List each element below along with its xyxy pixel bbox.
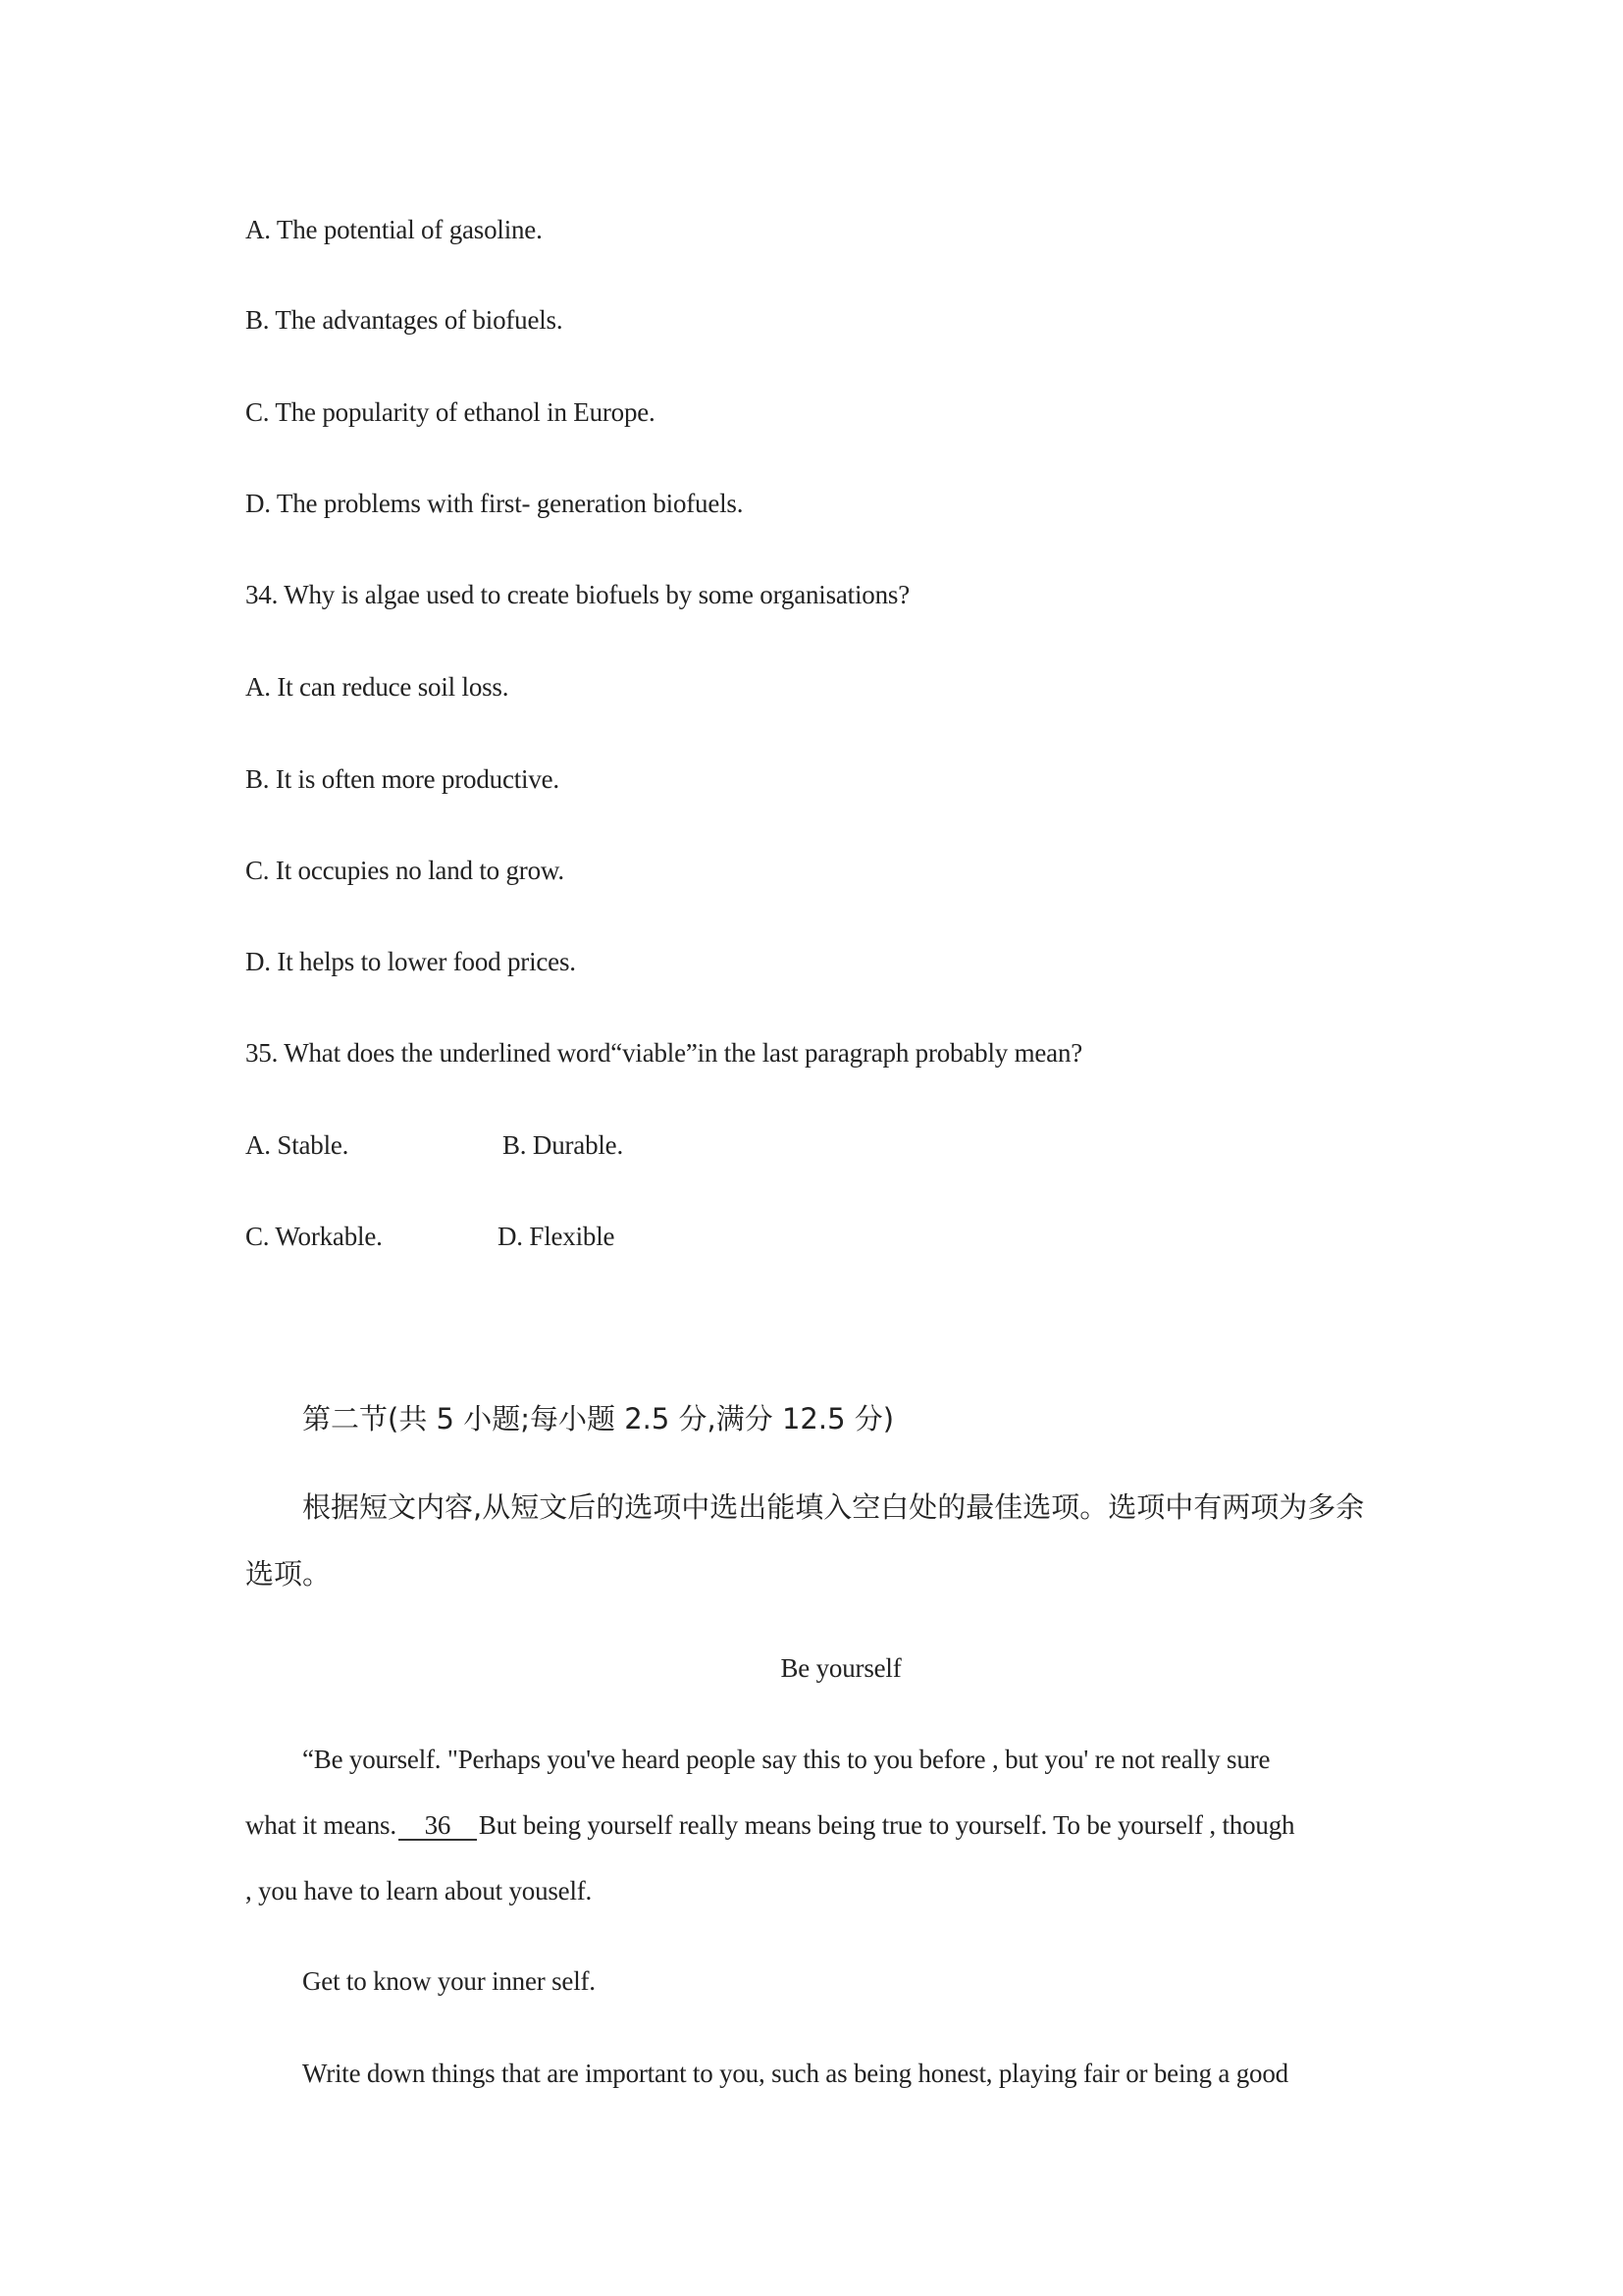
passage-subheading: Get to know your inner self. (302, 1966, 596, 1996)
passage-p1-line3: , you have to learn about youself. (245, 1876, 593, 1905)
q34-option-d: D. It helps to lower food prices. (245, 947, 576, 976)
q35-option-a: A. Stable. (245, 1130, 349, 1160)
q35-question: 35. What does the underlined word“viable”in the last paragraph probably mean? (245, 1038, 1083, 1068)
q33-option-b: B. The advantages of biofuels. (245, 305, 563, 335)
q35-option-b: B. Durable. (502, 1130, 624, 1160)
passage-p2-line1: Write down things that are important to you, such as being honest, playing fair or being a good (302, 2059, 1288, 2088)
q34-option-c: C. It occupies no land to grow. (245, 856, 564, 885)
section2-instruction-line2: 选项。 (245, 1557, 332, 1591)
q33-option-c: C. The popularity of ethanol in Europe. (245, 397, 655, 427)
passage-p1-line2 (245, 1809, 1294, 1841)
q35-option-c: C. Workable. (245, 1222, 383, 1251)
q34-option-a: A. It can reduce soil loss. (245, 672, 509, 702)
q34-option-b: B. It is often more productive. (245, 764, 559, 794)
passage-p1-line2-after: But being yourself really means being true to yourself. To be yourself , though (478, 1810, 1295, 1840)
passage-title: Be yourself (780, 1653, 902, 1683)
q34-question: 34. Why is algae used to create biofuels by some organisations? (245, 580, 910, 609)
q35-option-d: D. Flexible (497, 1222, 615, 1251)
q33-option-d: D. The problems with first- generation biofuels. (245, 489, 744, 518)
section2-heading: 第二节(共 5 小题;每小题 2.5 分,满分 12.5 分) (302, 1402, 895, 1435)
section2-instruction-line1: 根据短文内容,从短文后的选项中选出能填入空白处的最佳选项。选项中有两项为多余 (302, 1490, 1365, 1524)
blank-36: 36 (398, 1811, 477, 1841)
passage-p1-line1: “Be yourself. "Perhaps you've heard people say this to you before , but you' re not really sure (302, 1745, 1271, 1774)
q33-option-a: A. The potential of gasoline. (245, 215, 543, 244)
passage-p1-line2-before: what it means. (245, 1810, 396, 1840)
